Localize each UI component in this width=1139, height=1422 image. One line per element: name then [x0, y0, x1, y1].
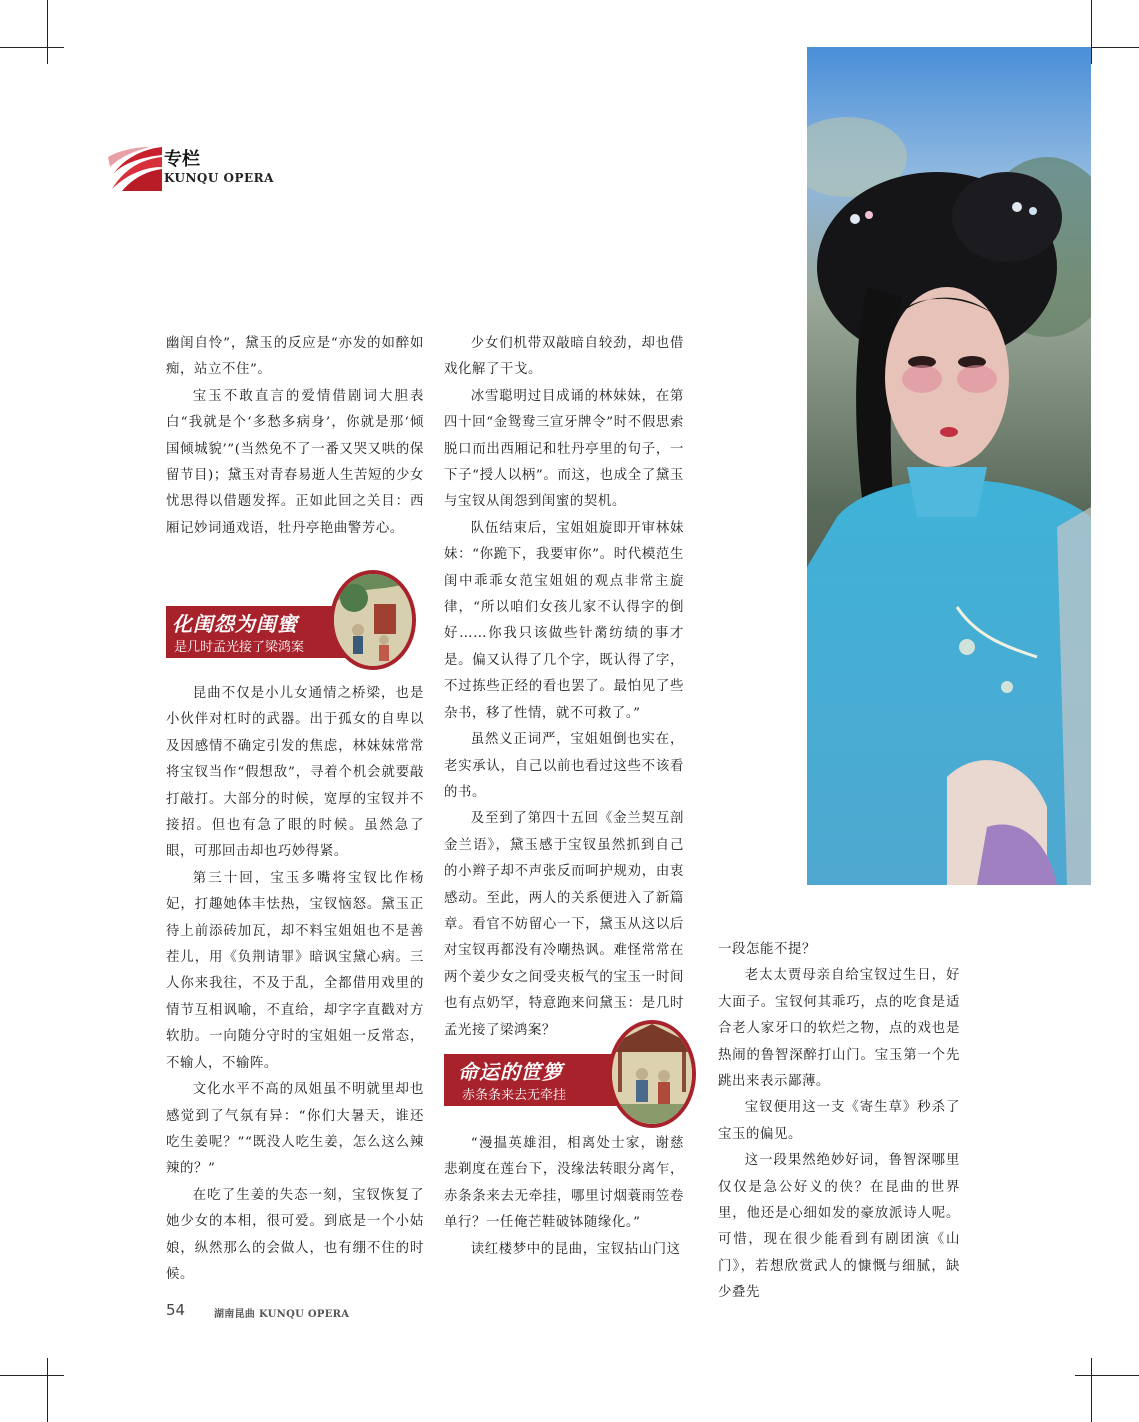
paragraph: 老太太贾母亲自给宝钗过生日，好大面子。宝钗何其乖巧，点的吃食是适合老人家牙口的软烂之物，点的戏也是热闹的鲁智深醉打山门。宝玉第一个先跳出来表示鄙薄。	[718, 968, 960, 1090]
section-banner-1	[166, 570, 426, 670]
column-title: 专栏	[164, 149, 200, 170]
text-column-2	[444, 331, 684, 1044]
crop-mark	[0, 47, 64, 48]
paragraph: 宝玉不敢直言的爱情借剧词大胆表白“我就是个‘多愁多病身’，你就是那‘倾国倾城貌’”(当然免不了一番又哭又哄的保留节目)；黛玉对青春易逝人生苦短的少女忧思得以借题发挥。正如此回之关目：西厢记妙词通戏语，牡丹亭艳曲警芳心。	[166, 388, 424, 536]
text-column-3	[718, 937, 960, 1307]
crop-mark	[0, 1375, 64, 1376]
paragraph: 宝钗便用这一支《寄生草》秒杀了宝玉的偏见。	[718, 1100, 960, 1142]
section-subtitle: 是几时孟光接了梁鸿案	[174, 640, 305, 655]
paragraph: 读红楼梦中的昆曲，宝钗拈山门这	[470, 1241, 681, 1257]
section-subtitle: 赤条条来去无牵挂	[462, 1088, 567, 1103]
crop-mark	[47, 1358, 48, 1422]
paragraph: 这一段果然绝妙好词，鲁智深哪里仅仅是急公好义的侠？在昆曲的世界里，他还是心细如发的豪放派诗人呢。可惜，现在很少能看到有剧团演《山门》，若想欣赏武人的慷慨与细腻，缺少叠先	[718, 1153, 960, 1301]
text-column-1	[166, 331, 424, 542]
paragraph: “漫揾英雄泪，相离处士家，谢慈悲剃度在莲台下，没缘法转眼分离乍，赤条条来去无牵挂，哪里讨烟蓑雨笠卷单行？一任俺芒鞋破钵随缘化。”	[444, 1136, 684, 1231]
paragraph: 昆曲不仅是小儿女通情之桥梁，也是小伙伴对杠时的武器。出于孤女的自卑以及因感情不确定引发的焦虑，林妹妹常常将宝钗当作“假想敌”，寻着个机会就要敲打敲打。大部分的时候，宽厚的宝钗并不接招。但也有急了眼的时候。虽然急了眼，可那回击却也巧妙得紧。	[166, 686, 424, 860]
text-column-2-continued	[444, 1131, 684, 1263]
painting-illustration	[608, 1020, 696, 1128]
opera-performer-photo	[807, 47, 1091, 885]
paragraph: 冰雪聪明过目成诵的林妹妹，在第四十回“金鸳鸯三宣牙牌令”时不假思索脱口而出西厢记和牡丹亭里的句子，一下子“授人以柄”。而这，也成全了黛玉与宝钗从闺怨到闺蜜的契机。	[444, 388, 684, 510]
magazine-name: 湖南昆曲 KUNQU OPERA	[214, 1309, 350, 1320]
paragraph: 及至到了第四十五回《金兰契互剖金兰语》，黛玉感于宝钗虽然抓到自己的小辫子却不声张反而呵护规劝，由衷感动。至此，两人的关系便进入了新篇章。看官不妨留心一下，黛玉从这以后对宝钗再都没有冷嘲热讽。难怪常常在两个姜少女之间受夹板气的宝玉一时间也有点奶罕，特意跑来问黛玉：是几时孟光接了梁鸿案？	[444, 811, 684, 1038]
text-column-1-continued	[166, 681, 424, 1288]
paragraph: 幽闺自怜”，黛玉的反应是“亦发的如醉如痴，站立不住”。	[166, 336, 424, 378]
paragraph: 虽然义正词严，宝姐姐倒也实在，老实承认，自己以前也看过这些不该看的书。	[444, 732, 684, 800]
paragraph: 一段怎能不提？	[718, 942, 816, 957]
section-header	[104, 145, 304, 195]
paragraph: 第三十回，宝玉多嘴将宝钗比作杨妃，打趣她体丰怯热，宝钗恼怒。黛玉正待上前添砖加瓦，却不料宝姐姐也不是善茬儿，用《负荆请罪》暗讽宝黛心病。三人你来我往，不及于乱，全都借用戏里的情节互相讽喻，不直给，却字字直戳对方软肋。一向随分守时的宝姐姐一反常态，不输人，不输阵。	[166, 870, 424, 1071]
crop-mark	[47, 0, 48, 64]
crop-mark	[1075, 1375, 1139, 1376]
section-banner-2	[444, 1020, 704, 1120]
paragraph: 队伍结束后，宝姐姐旋即开审林妹妹：“你跪下，我要审你”。时代模范生闺中乖乖女范宝姐姐的观点非常主旋律，“所以咱们女孩儿家不认得字的倒好……你我只该做些针黹纺绩的事才是。偏又认得了几个字，既认得了字，不过拣些正经的看也罢了。最怕见了些杂书，移了性情，就不可救了。”	[444, 520, 684, 721]
paragraph: 在吃了生姜的失态一刻，宝钗恢复了她少女的本相，很可爱。到底是一个小姑娘，纵然那么的会做人，也有绷不住的时候。	[166, 1187, 424, 1282]
paragraph: 文化水平不高的凤姐虽不明就里却也感觉到了气氛有异：“你们大暑天，谁还吃生姜呢？”“既没人吃生姜，怎么这么辣辣的？”	[166, 1082, 424, 1177]
paragraph: 少女们机带双敲暗自较劲，却也借戏化解了干戈。	[444, 336, 684, 378]
crop-mark	[1091, 1358, 1092, 1422]
section-title: 化闺怨为闺蜜	[172, 612, 298, 636]
page-number: 54	[166, 1301, 186, 1319]
column-subtitle: KUNQU OPERA	[164, 171, 274, 185]
red-swoosh-icon	[104, 145, 164, 193]
painting-illustration	[330, 570, 416, 670]
section-title: 命运的笸箩	[458, 1060, 563, 1084]
crop-mark	[1091, 0, 1092, 64]
